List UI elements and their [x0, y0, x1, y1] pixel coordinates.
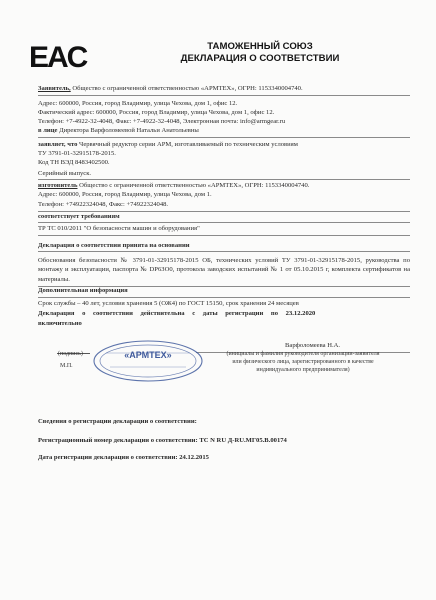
requirements-text: ТР ТС 010/2011 "О безопасности машин и оборудования" — [38, 225, 200, 232]
applicant-actual-address: Фактический адрес: 600000, Россия, город Владимир, улица Чехова, дом 1, офис 12. — [38, 109, 275, 116]
divider — [38, 297, 410, 298]
eac-mark: EAC — [29, 41, 87, 74]
divider — [38, 137, 410, 138]
applicant-block — [38, 85, 410, 94]
validity-tail: включительно — [38, 320, 82, 327]
applicant-person-row — [38, 127, 410, 136]
stamp-text: «АРМТЕХ» — [124, 350, 172, 360]
registration-number: ТС N RU Д-RU.МГ05.В.00174 — [199, 437, 287, 444]
basis-label: Декларация о соответствии принята на основании — [38, 242, 190, 249]
applicant-label: Заявитель, — [38, 85, 71, 92]
signatory-caption-3: индивидуального предпринимателя) — [256, 367, 350, 373]
additional-text: Срок службы – 40 лет, условия хранения 5 (ОЖ4) по ГОСТ 15150, срок хранения 24 месяцев — [38, 300, 299, 307]
additional-label: Дополнительная информация — [38, 287, 128, 294]
manufacturer-row — [38, 182, 410, 191]
validity-date: 23.12.2020 — [285, 310, 316, 317]
validity-text: Декларация о соответствии действительна с даты регистрации по — [38, 310, 279, 317]
requirements-label: соответствует требованиям — [38, 213, 120, 220]
header-title-declaration: ДЕКЛАРАЦИЯ О СООТВЕТСТВИИ — [180, 53, 340, 64]
manufacturer-label: изготовитель — [38, 182, 78, 189]
declares-batch: Серийный выпуск. — [38, 170, 92, 177]
declares-row — [38, 141, 410, 150]
signatory-name: Варфоломеева Н.А. — [285, 342, 341, 349]
registration-date-row — [38, 454, 410, 463]
declares-text: Червячный редуктор серии АРМ, изготавливаемый по техническим условиям — [79, 141, 298, 148]
registration-number-row — [38, 437, 410, 446]
person-label: в лице — [38, 127, 58, 134]
applicant-phone: Телефон: +7-4922-32-4048, Факс: +7-4922-32-4048, Электронная почта: info@armgear.ru — [38, 118, 286, 125]
basis-text: Обоснования безопасности № 3791-01-32915178-2015 ОБ, технических условий ТУ 3791-01-32915178-2015, руководства по монтажу и эксплуатации, паспорта № DP6ЗО0, протокола заводских испытаний № 1 от 05.10.2015 г, комплекта сертификатов на материалы. — [38, 257, 410, 283]
applicant-text: Общество с ограниченной ответственностью «АРМТЕХ», ОГРН: 1153340004740. — [72, 85, 303, 92]
mp-label: М.П. — [60, 363, 73, 369]
signatory-caption-2: или физического лица, зарегистрированного в качестве — [232, 359, 374, 365]
divider — [38, 95, 410, 96]
declares-code: Код ТН ВЭД 8483402500. — [38, 159, 110, 166]
divider — [38, 211, 410, 212]
applicant-address: Адрес: 600000, Россия, город Владимир, улица Чехова, дом 1, офис 12. — [38, 100, 238, 107]
sign-label: (подпись) — [58, 351, 83, 357]
manufacturer-text: Общество с ограниченной ответственностью «АРМТЕХ», ОГРН: 1153340004740. — [79, 182, 310, 189]
registration-date: 24.12.2015 — [179, 454, 209, 461]
registration-date-label: Дата регистрации декларации о соответствии: — [38, 454, 178, 461]
declares-tu: ТУ 3791-01-32915178-2015. — [38, 150, 116, 157]
manufacturer-phone: Телефон: +74922324048, Факс: +74922324048. — [38, 201, 169, 208]
document-header — [110, 41, 410, 65]
signatory-caption-1: (инициалы и фамилия руководителя организации-заявителя — [226, 351, 380, 357]
header-title-union: ТАМОЖЕННЫЙ СОЮЗ — [207, 41, 313, 52]
divider — [38, 251, 410, 252]
registration-heading: Сведения о регистрации декларации о соответствии: — [38, 418, 197, 425]
registration-number-label: Регистрационный номер декларации о соответствии: — [38, 437, 198, 444]
divider — [38, 222, 410, 223]
declares-label: заявляет, что — [38, 141, 78, 148]
validity-row — [38, 310, 410, 319]
divider — [38, 179, 410, 180]
person-name: Директора Варфоломеевой Натальи Анатольевны — [59, 127, 199, 134]
company-stamp-icon — [88, 335, 208, 431]
manufacturer-address: Адрес: 600000, Россия, город Владимир, улица Чехова, дом 1. — [38, 191, 212, 198]
divider — [38, 235, 410, 236]
